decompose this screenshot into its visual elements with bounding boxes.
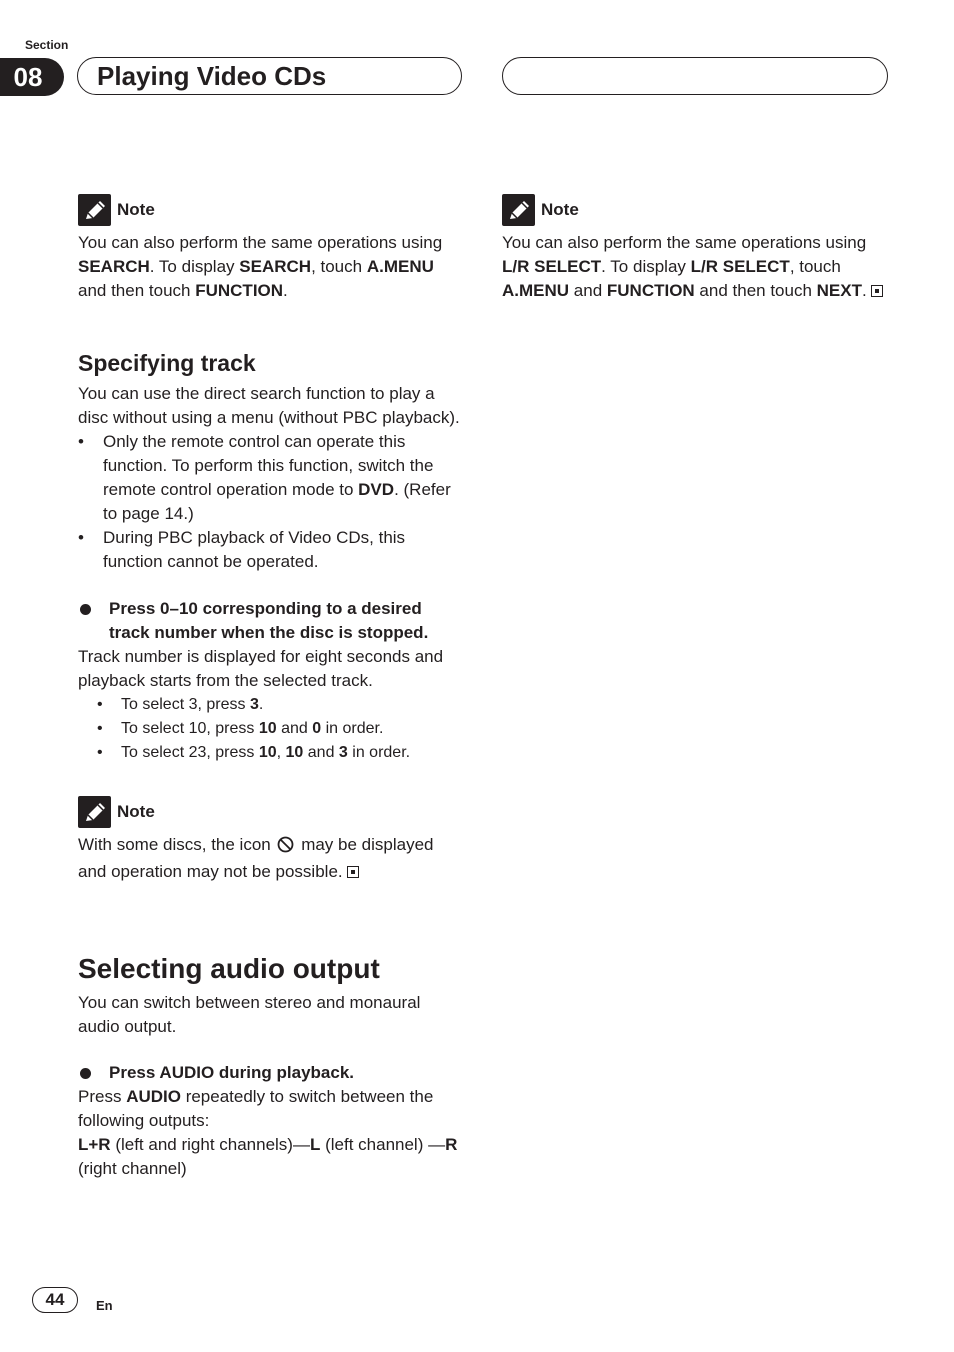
key-label: SEARCH [239, 257, 312, 276]
key-label: NEXT [816, 281, 862, 300]
text-run: . [283, 281, 288, 300]
key-label: AUDIO [126, 1087, 181, 1106]
note-pencil-icon [78, 194, 111, 226]
note-header [502, 193, 887, 226]
text-run: Only the remote control can operate this function. To perform this function, switch the remote control operation mode to [103, 432, 434, 499]
key-label: 3 [338, 744, 348, 761]
text-run: . [258, 696, 264, 713]
text-run: and [303, 744, 339, 761]
page-title-text: Playing Video CDs [97, 60, 327, 91]
note-block-prohibit [78, 795, 463, 884]
bullet-dot: • [97, 744, 103, 761]
end-of-section-icon [871, 285, 883, 297]
text-run: in order. [347, 744, 411, 761]
key-label: A.MENU [366, 257, 434, 276]
text-run: repeatedly to switch between the following outputs: [78, 1087, 434, 1130]
text-run: (left and right channels)— [110, 1135, 310, 1154]
key-label: FUNCTION [606, 281, 695, 300]
note-text [78, 833, 463, 884]
text-run: , [276, 744, 286, 761]
bullet-dot: • [78, 432, 84, 451]
note-title: Note [117, 801, 155, 821]
text-run: (left channel) — [320, 1135, 446, 1154]
text-run: (right channel) [78, 1159, 187, 1178]
text-run: , touch [311, 257, 367, 276]
text-run: . (Refer to page 14.) [103, 480, 451, 523]
key-label: L/R SELECT [690, 257, 790, 276]
key-label: SEARCH [78, 257, 150, 276]
text-run: . To display [601, 257, 691, 276]
audio-step-description [78, 1085, 463, 1133]
step-instruction [78, 1061, 463, 1085]
text-run: To select 10, press [121, 720, 259, 737]
note-text [502, 231, 887, 303]
text-run: and [276, 720, 313, 737]
text-run: . [861, 281, 867, 300]
text-run: To select 3, press [121, 696, 250, 713]
example-list [78, 693, 463, 765]
selecting-audio-section [78, 952, 463, 1181]
step-instruction [78, 597, 463, 645]
language-label: En [96, 1298, 113, 1313]
specifying-track-heading: Specifying track [78, 350, 256, 376]
key-label: L/R SELECT [502, 257, 602, 276]
page-title [77, 57, 462, 95]
text-run: You can also perform the same operations using [502, 233, 867, 252]
page-number-text: 44 [45, 1290, 65, 1309]
specifying-intro: You can use the direct search function to play a disc without using a menu (without PBC playback). [78, 384, 460, 427]
page-number [32, 1287, 78, 1313]
note-title: Note [117, 199, 155, 219]
step-bullet-icon [80, 604, 91, 615]
bullet-dot: • [97, 720, 103, 737]
step-description: Track number is displayed for eight seconds and playback starts from the selected track. [78, 647, 444, 690]
note-block-search [78, 193, 463, 303]
key-label: 0 [312, 720, 322, 737]
text-run: , touch [789, 257, 841, 276]
text-run: may be displayed and operation may not be possible. [78, 835, 434, 881]
prohibited-icon [277, 836, 294, 860]
text-run: in order. [321, 720, 384, 737]
text-run: You can also perform the same operations using [78, 233, 443, 252]
end-of-section-icon [347, 866, 359, 878]
list-item [78, 693, 463, 717]
audio-output-sequence [78, 1133, 463, 1181]
section-label: Section [25, 38, 69, 52]
bullet-dot: • [97, 696, 103, 713]
text-run: and then touch [694, 281, 817, 300]
text-run: To select 23, press [121, 744, 259, 761]
key-label: L+R [78, 1135, 111, 1154]
key-label: L [309, 1135, 321, 1154]
section-number-badge: 08 [0, 58, 64, 96]
text-run: With some discs, the icon [78, 835, 276, 854]
specifying-bullets [78, 430, 463, 574]
key-label: 10 [285, 744, 304, 761]
list-item [78, 526, 463, 574]
specifying-track-section [78, 349, 463, 765]
selecting-audio-heading: Selecting audio output [78, 953, 380, 984]
note-pencil-icon [502, 194, 535, 226]
key-label: 10 [258, 720, 277, 737]
key-label: 10 [258, 744, 277, 761]
step-text: Press AUDIO during playback. [109, 1063, 354, 1082]
text-run: and [569, 281, 607, 300]
list-item [78, 741, 463, 765]
text-run: Press [78, 1087, 127, 1106]
key-label: R [445, 1135, 458, 1154]
note-header [78, 193, 463, 226]
text-run: . To display [149, 257, 240, 276]
key-label: DVD [358, 480, 395, 499]
step-bullet-icon [80, 1068, 91, 1079]
right-title-frame [502, 57, 888, 95]
key-label: A.MENU [502, 281, 570, 300]
text-run: During PBC playback of Video CDs, this function cannot be operated. [103, 528, 406, 571]
note-title: Note [541, 199, 579, 219]
note-text [78, 231, 463, 303]
note-header [78, 795, 463, 828]
key-label: 3 [249, 696, 259, 713]
note-pencil-icon [78, 796, 111, 828]
left-column [78, 193, 463, 1181]
key-label: FUNCTION [195, 281, 284, 300]
bullet-dot: • [78, 528, 84, 547]
list-item [78, 717, 463, 741]
text-run: and then touch [78, 281, 196, 300]
list-item [78, 430, 463, 526]
step-text: Press 0–10 corresponding to a desired track number when the disc is stopped. [109, 599, 429, 642]
right-column [502, 193, 887, 303]
note-block-lr-select [502, 193, 887, 303]
audio-intro: You can switch between stereo and monaural audio output. [78, 993, 421, 1036]
